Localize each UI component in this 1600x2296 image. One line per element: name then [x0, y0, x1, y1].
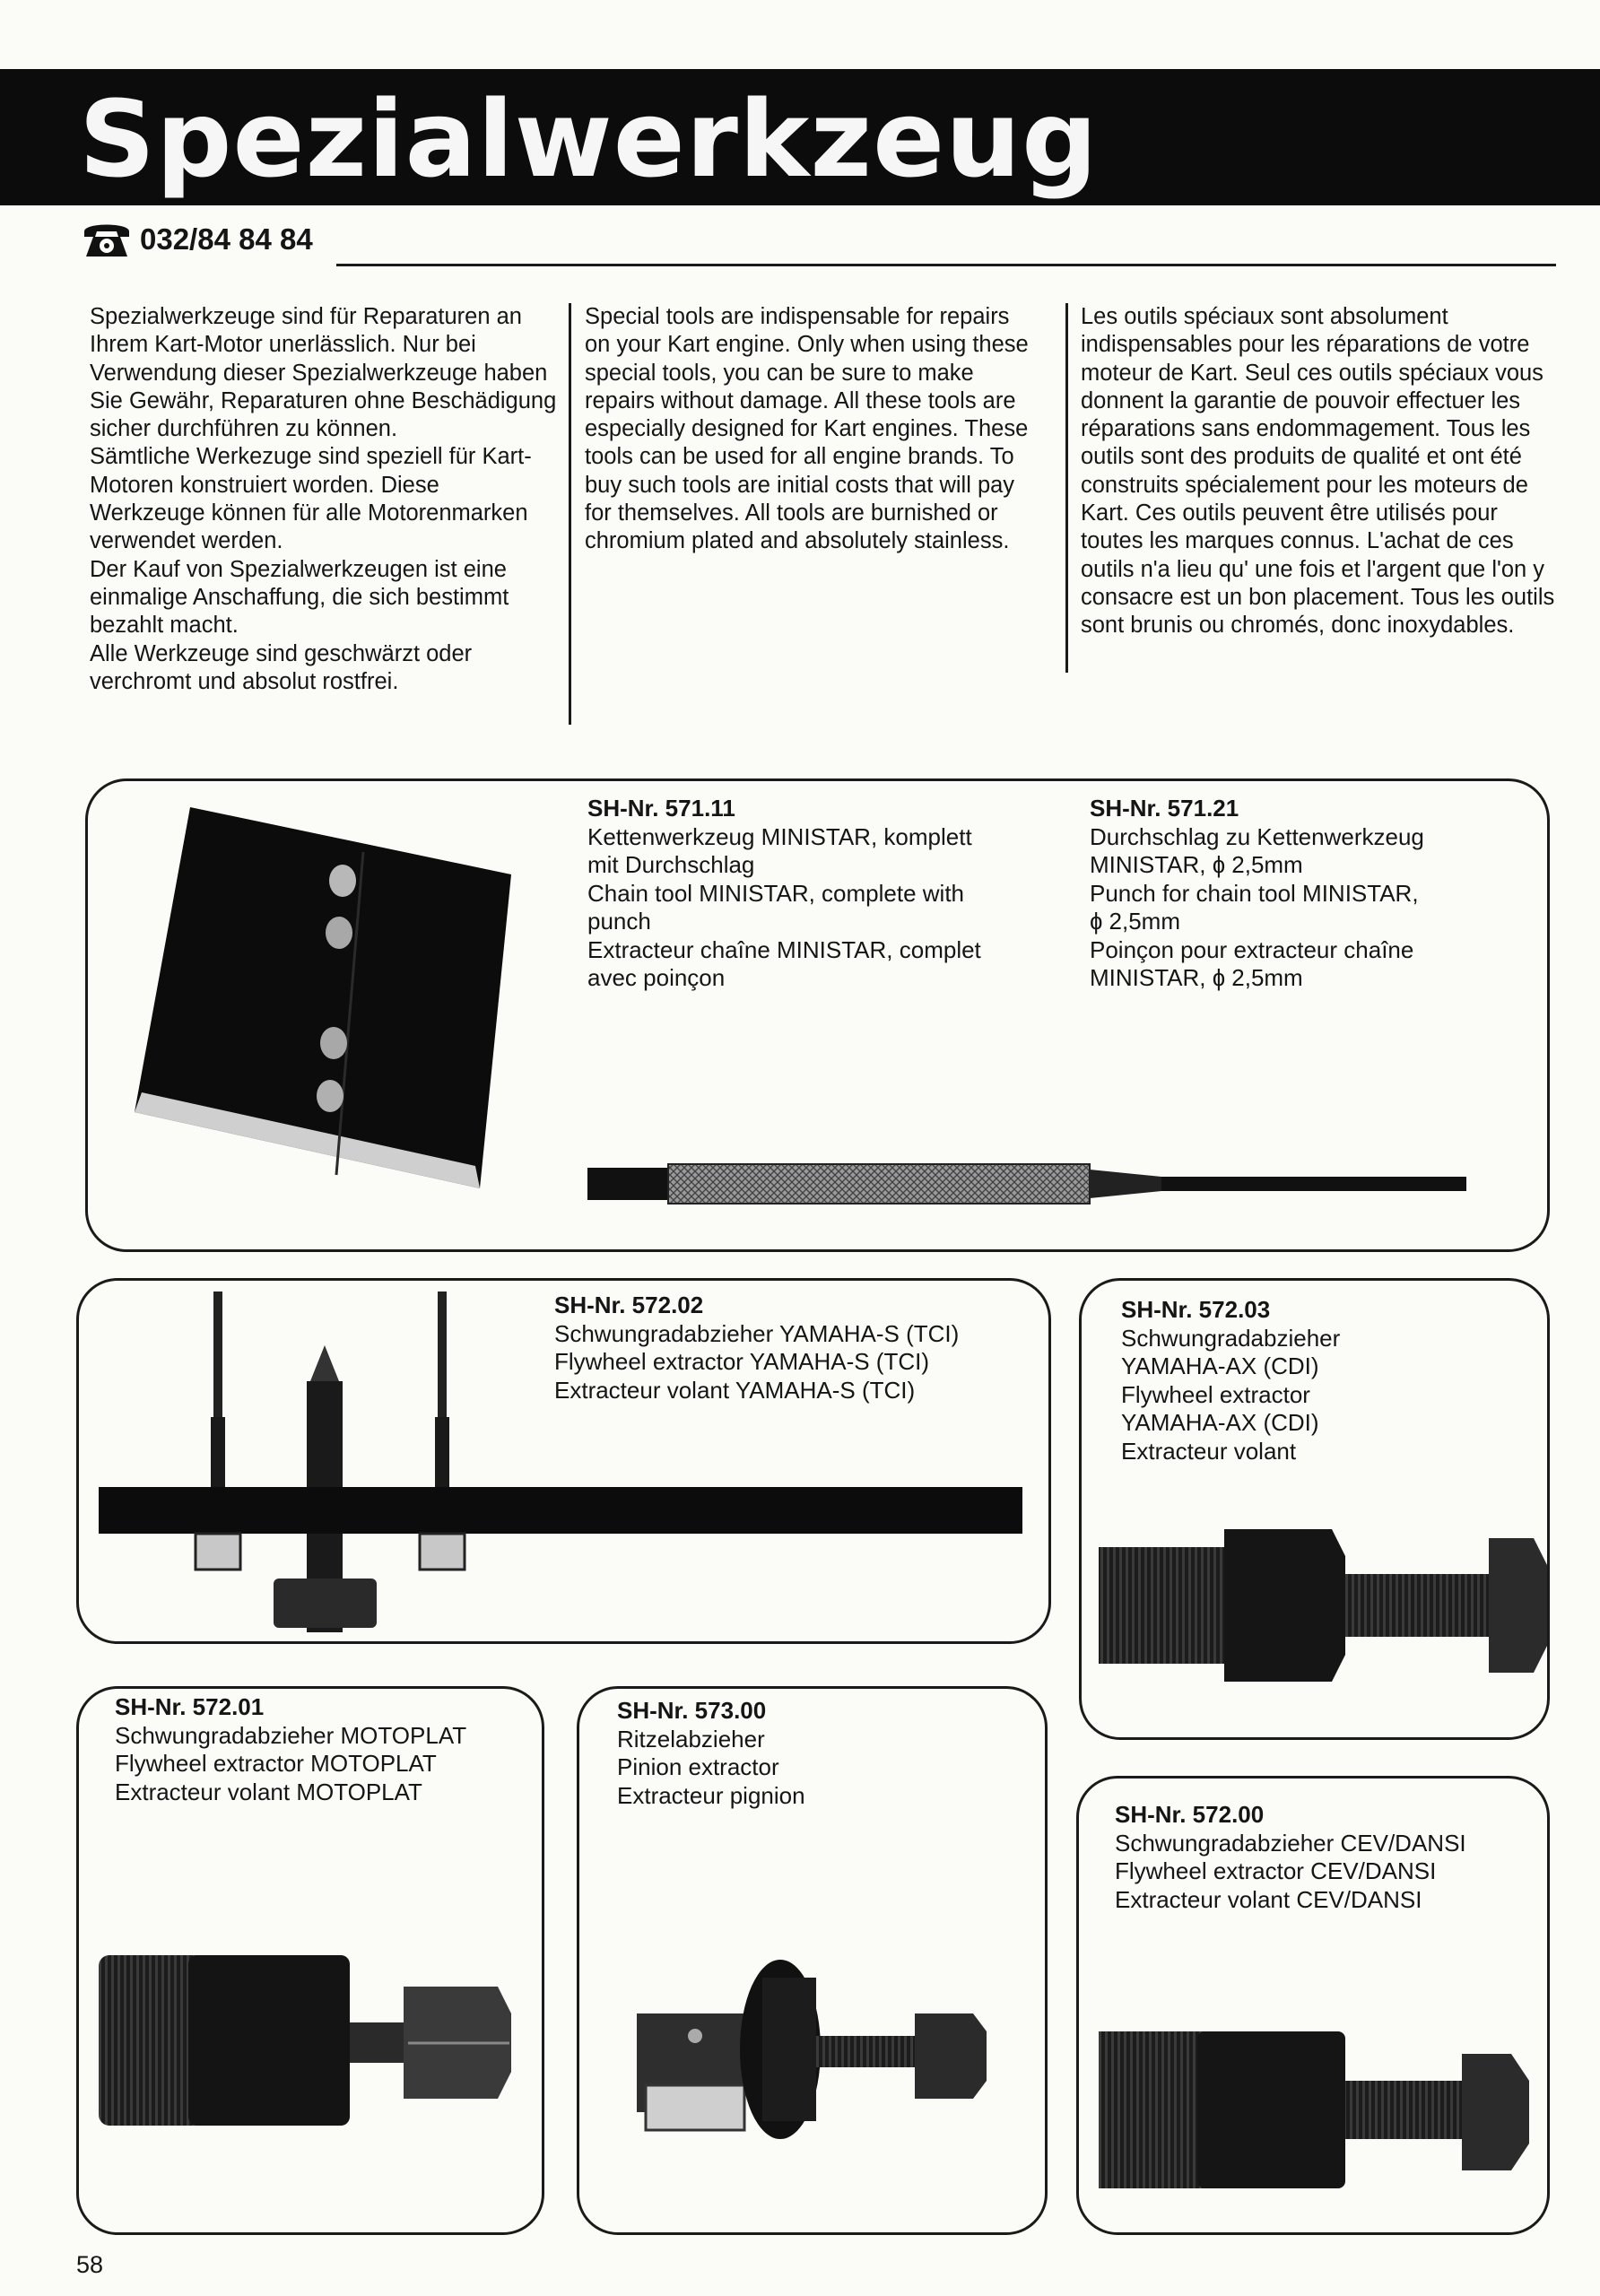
intro-french — [1081, 303, 1556, 640]
product-label-57121 — [1090, 795, 1424, 993]
product-line: avec poinçon — [587, 964, 726, 991]
phone-number[interactable]: 032/84 84 84 — [140, 222, 313, 256]
product-line: Punch for chain tool MINISTAR, — [1090, 879, 1419, 907]
product-number: SH-Nr. 572.01 — [115, 1693, 265, 1720]
product-number: SH-Nr. 572.03 — [1121, 1296, 1271, 1323]
product-line: Schwungradabzieher CEV/DANSI — [1115, 1829, 1466, 1857]
intro-de-paragraph: Der Kauf von Spezialwerkzeugen ist eine einmalige Anschaffung, die sich bestimmt bezahlt macht. — [90, 556, 509, 639]
product-line: Kettenwerkzeug MINISTAR, komplett — [587, 822, 972, 850]
intro-de-paragraph: Spezialwerkzeuge sind für Reparaturen an Ihrem Kart-Motor unerlässlich. Nur bei Verwendung dieser Spezialwerkzeuge haben Sie Gewähr, Reparaturen ohne Beschädigung sicher durchführen zu können. — [90, 304, 557, 442]
column-divider — [569, 303, 571, 725]
product-line: Schwungradabzieher MOTOPLAT — [115, 1721, 467, 1749]
yamaha-ax-extractor-image — [1094, 1520, 1547, 1700]
product-label-57203 — [1121, 1296, 1340, 1465]
product-line: Flywheel extractor YAMAHA-S (TCI) — [554, 1348, 930, 1375]
cev-dansi-extractor-image — [1099, 2018, 1538, 2206]
product-line: YAMAHA-AX (CDI) — [1121, 1409, 1319, 1436]
intro-fr-paragraph: Les outils spéciaux sont absolument indispensables pour les réparations de votre moteur de Kart. Seul ces outils spéciaux vous donnent la garantie de pouvoir effectuer les réparations sans endommagement. Tous les outils sont des produits de qualité et ont été construits spécialement pour les moteurs de Kart. Ces outils peuvent être utilisés pour toutes les marques connus. L'achat de ces outils n'a lieu qu' une fois et l'argent que l'on y consacre est un bon placement. Tous les outils sont brunis ou chromés, donc inoxydables. — [1081, 304, 1555, 639]
product-label-57111 — [587, 795, 981, 993]
phone-underline — [336, 264, 1556, 266]
product-line: Flywheel extractor — [1121, 1380, 1310, 1408]
product-line: Poinçon pour extracteur chaîne — [1090, 935, 1414, 963]
product-line: punch — [587, 908, 651, 935]
product-number: SH-Nr. 571.11 — [587, 795, 735, 822]
product-line: Flywheel extractor CEV/DANSI — [1115, 1857, 1437, 1884]
punch-image — [587, 1157, 1484, 1211]
product-line: Extracteur volant YAMAHA-S (TCI) — [554, 1376, 916, 1404]
product-line: Pinion extractor — [617, 1753, 779, 1780]
motoplat-extractor-image — [99, 1937, 520, 2144]
product-line: Extracteur volant — [1121, 1437, 1297, 1465]
chain-tool-image — [135, 807, 511, 1188]
product-line: Schwungradabzieher — [1121, 1324, 1341, 1352]
product-line: Schwungradabzieher YAMAHA-S (TCI) — [554, 1319, 960, 1347]
product-number: SH-Nr. 571.21 — [1090, 795, 1239, 822]
product-label-57200 — [1115, 1801, 1466, 1914]
product-line: Extracteur chaîne MINISTAR, complet — [587, 935, 981, 963]
column-divider — [1065, 303, 1068, 673]
intro-german — [90, 303, 561, 696]
page-number: 58 — [76, 2251, 104, 2278]
product-number: SH-Nr. 572.00 — [1115, 1801, 1265, 1828]
product-label-57202 — [554, 1292, 959, 1405]
product-line: mit Durchschlag — [587, 851, 755, 878]
page-title: Spezialwerkzeug — [79, 77, 1099, 201]
product-label-57201 — [115, 1693, 466, 1806]
telephone-icon — [81, 219, 133, 258]
product-line: Chain tool MINISTAR, complete with — [587, 879, 964, 907]
product-line: Extracteur pignion — [617, 1781, 805, 1809]
intro-english — [585, 303, 1033, 556]
intro-de-paragraph: Alle Werkzeuge sind geschwärzt oder verchromt und absolut rostfrei. — [90, 640, 473, 694]
product-line: Ritzelabzieher — [617, 1725, 765, 1752]
intro-en-paragraph: Special tools are indispensable for repairs on your Kart engine. Only when using these special tools, you can be sure to make repairs without damage. All these tools are especially designed for Kart engines. These tools can be used for all engine brands. To buy such tools are initial costs that will pay for themselves. All tools are burnished or chromium plated and absolutely stainless. — [585, 304, 1029, 554]
pinion-extractor-image — [628, 1951, 1004, 2139]
product-number: SH-Nr. 573.00 — [617, 1697, 767, 1724]
product-line: MINISTAR, ɸ 2,5mm — [1090, 851, 1303, 878]
product-line: MINISTAR, ɸ 2,5mm — [1090, 964, 1303, 991]
product-line: Durchschlag zu Kettenwerkzeug — [1090, 822, 1424, 850]
product-line: YAMAHA-AX (CDI) — [1121, 1352, 1319, 1379]
product-line: Extracteur volant MOTOPLAT — [115, 1778, 422, 1805]
product-number: SH-Nr. 572.02 — [554, 1292, 704, 1318]
intro-de-paragraph: Sämtliche Werkezuge sind speziell für Kart-Motoren konstruiert worden. Diese Werkzeuge können für alle Motorenmarken verwendet werden. — [90, 444, 532, 554]
product-line: ɸ 2,5mm — [1090, 908, 1180, 935]
product-line: Flywheel extractor MOTOPLAT — [115, 1750, 437, 1777]
product-label-57300 — [617, 1697, 805, 1810]
product-line: Extracteur volant CEV/DANSI — [1115, 1885, 1422, 1913]
